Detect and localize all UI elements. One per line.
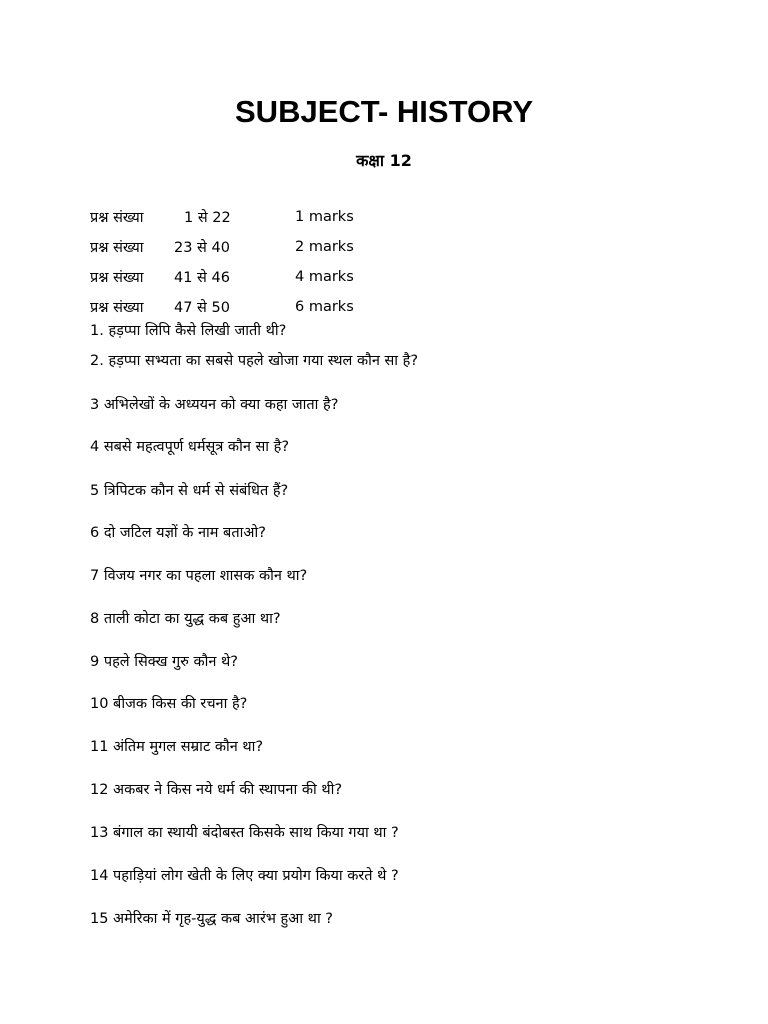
marks-row-range: 41 से 46 <box>174 270 230 286</box>
marks-row <box>90 292 354 322</box>
question-item: 6 दो जटिल यज्ञों के नाम बताओ? <box>90 525 266 541</box>
question-item: 8 ताली कोटा का युद्ध कब हुआ था? <box>90 611 281 627</box>
question-item: 10 बीजक किस की रचना है? <box>90 696 248 712</box>
question-item: 2. हड़प्पा सभ्यता का सबसे पहले खोजा गया स्थल कौन सा है? <box>90 353 419 369</box>
marks-row-range: 1 से 22 <box>184 210 231 226</box>
question-item: 12 अकबर ने किस नये धर्म की स्थापना की थी? <box>90 782 343 798</box>
question-item: 9 पहले सिक्ख गुरु कौन थे? <box>90 654 239 670</box>
marks-row-label: प्रश्न संख्या <box>90 210 144 226</box>
marks-row-range: 23 से 40 <box>174 240 230 256</box>
question-item: 1. हड़प्पा लिपि कैसे लिखी जाती थी? <box>90 323 287 339</box>
question-item: 4 सबसे महत्वपूर्ण धर्मसूत्र कौन सा है? <box>90 439 290 455</box>
question-item: 14 पहाड़ियां लोग खेती के लिए क्या प्रयोग किया करते थे ? <box>90 868 399 884</box>
page-title: SUBJECT- HISTORY <box>235 94 533 129</box>
marks-table <box>90 202 354 322</box>
class-heading: कक्षा 12 <box>356 151 412 170</box>
marks-row-marks: 1 marks <box>295 209 354 225</box>
marks-row-label: प्रश्न संख्या <box>90 300 144 316</box>
marks-row <box>90 262 354 292</box>
marks-row-marks: 2 marks <box>295 239 354 255</box>
marks-row-marks: 4 marks <box>295 269 354 285</box>
marks-row-label: प्रश्न संख्या <box>90 240 144 256</box>
question-item: 11 अंतिम मुगल सम्राट कौन था? <box>90 739 264 755</box>
marks-row <box>90 202 354 232</box>
question-item: 5 त्रिपिटक कौन से धर्म से संबंधित हैं? <box>90 483 289 499</box>
question-item: 15 अमेरिका में गृह-युद्ध कब आरंभ हुआ था ? <box>90 911 334 927</box>
marks-row <box>90 232 354 262</box>
question-item: 3 अभिलेखों के अध्ययन को क्या कहा जाता है? <box>90 397 339 413</box>
marks-row-marks: 6 marks <box>295 299 354 315</box>
marks-row-label: प्रश्न संख्या <box>90 270 144 286</box>
question-item: 7 विजय नगर का पहला शासक कौन था? <box>90 568 308 584</box>
marks-row-range: 47 से 50 <box>174 300 230 316</box>
question-item: 13 बंगाल का स्थायी बंदोबस्त किसके साथ किया गया था ? <box>90 825 399 841</box>
